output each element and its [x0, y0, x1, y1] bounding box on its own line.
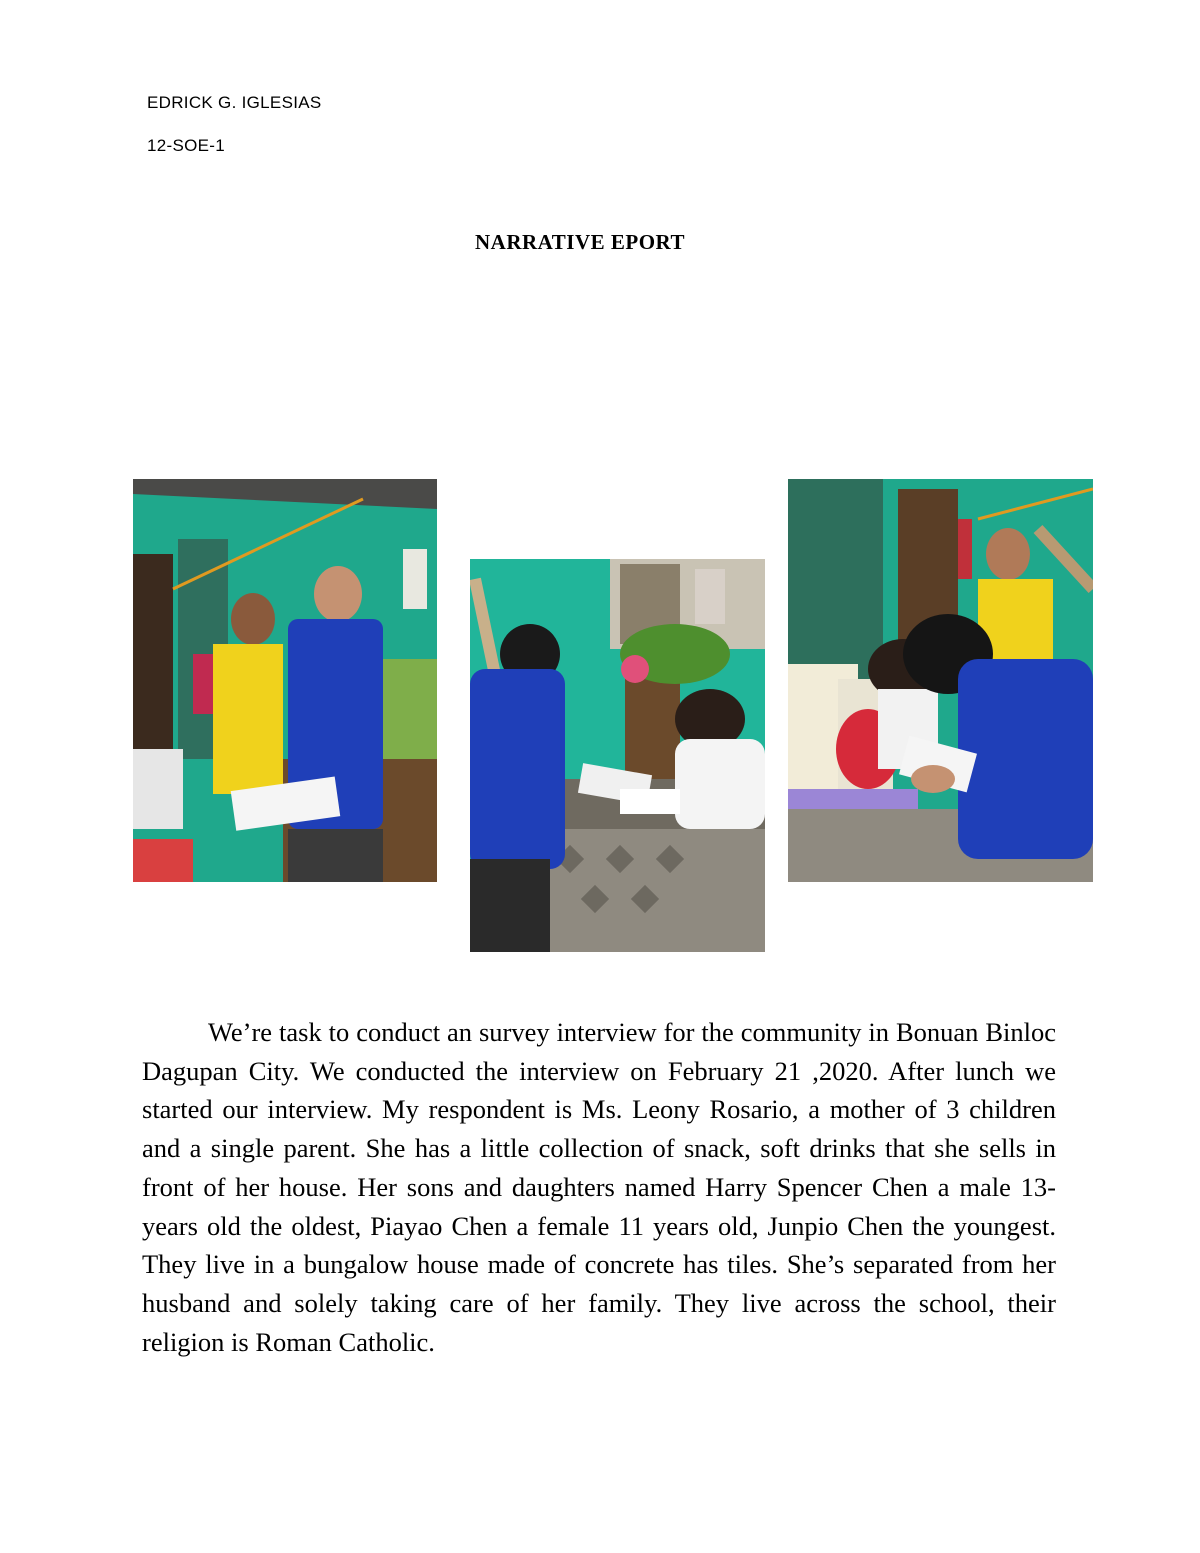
- photo-2-illustration: [470, 559, 765, 952]
- photo-writing-at-table: [470, 559, 765, 952]
- photo-1-illustration: [133, 479, 437, 882]
- narrative-paragraph: We’re task to conduct an survey interview for the community in Bonuan Binloc Dagupan City. We conducted the interview on February 21 ,2020. After lunch we started our interview. My respondent is Ms. Leony Rosario, a mother of 3 children and a single parent. She has a little collection of snack, soft drinks that she sells in front of her house. Her sons and daughters named Harry Spencer Chen a male 13-years old the oldest, Piayao Chen a female 11 years old, Junpio Chen the youngest. They live in a bungalow house made of concrete has tiles. She’s separated from her husband and solely taking care of her family. They live across the school, their religion is Roman Catholic.: [142, 1017, 1056, 1357]
- photo-respondent-watching: [788, 479, 1093, 882]
- photo-interview-pose: [133, 479, 437, 882]
- author-name: EDRICK G. IGLESIAS: [147, 93, 322, 112]
- section-code: 12-SOE-1: [147, 136, 225, 155]
- photo-3-illustration: [788, 479, 1093, 882]
- report-title: NARRATIVE EPORT: [475, 230, 685, 254]
